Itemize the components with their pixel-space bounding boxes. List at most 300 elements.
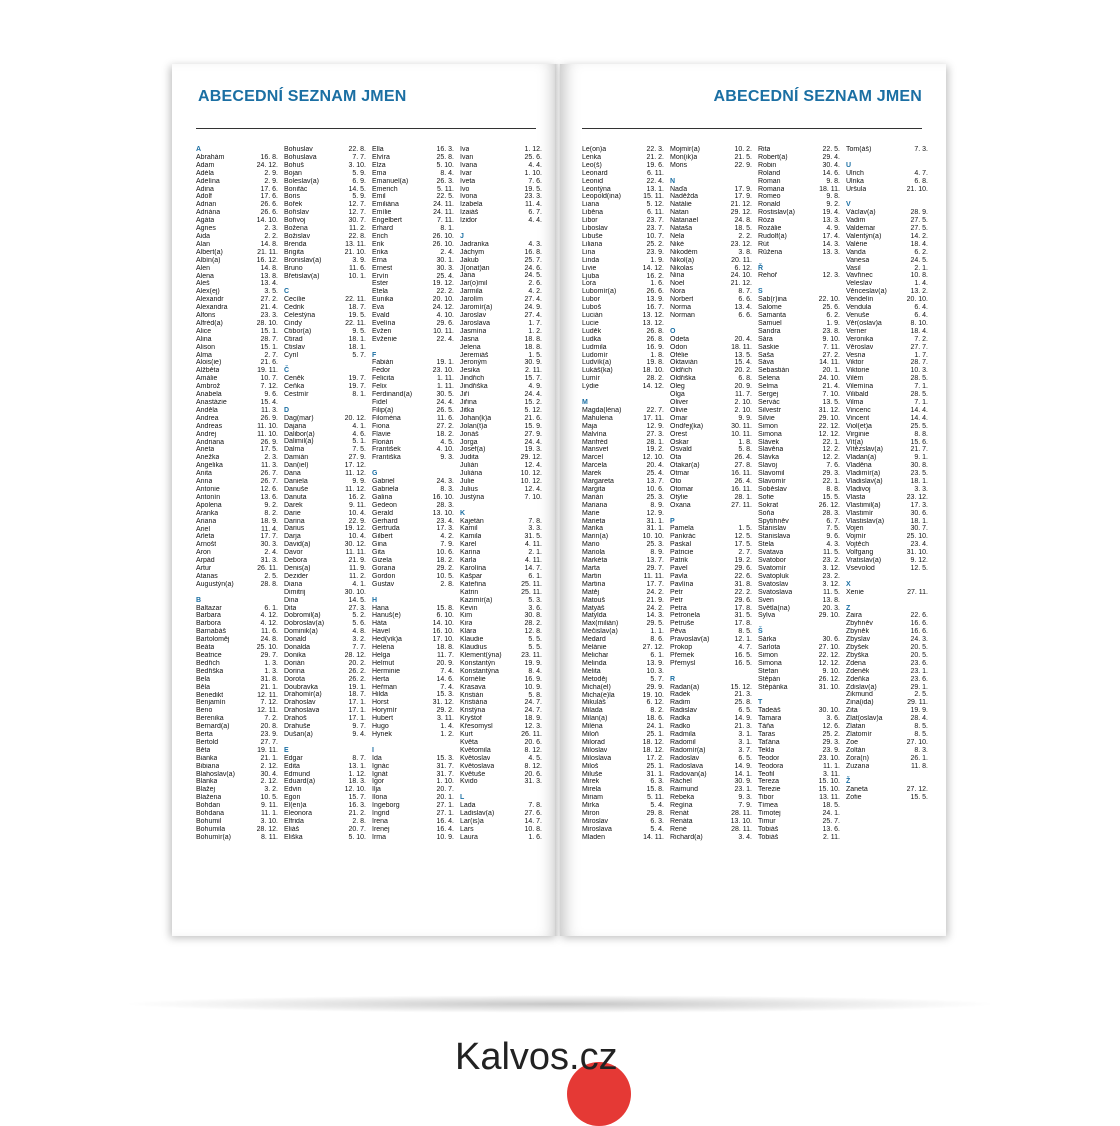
name-day-date: 4. 7. <box>914 169 928 177</box>
name-entry <box>582 359 664 367</box>
name-entry <box>196 312 278 320</box>
name-text: Mikuláš <box>582 699 606 707</box>
name-entry <box>582 154 664 162</box>
name-day-date: 1. 8. <box>650 351 664 359</box>
name-text: Engelbert <box>372 217 402 225</box>
name-entry <box>372 628 454 636</box>
name-text: Cindy <box>284 319 302 327</box>
name-entry <box>758 525 840 533</box>
name-entry <box>284 446 366 454</box>
name-entry <box>460 731 542 739</box>
name-text: Mladen <box>582 833 605 841</box>
name-day-date: 23. 9. <box>822 746 840 754</box>
name-entry <box>670 162 752 170</box>
name-day-date: 31. 12. <box>432 699 454 707</box>
name-entry <box>196 644 278 652</box>
name-text: Osvald <box>670 446 692 454</box>
name-text: Erich <box>372 232 388 240</box>
name-day-date: 12. 10. <box>642 454 664 462</box>
name-day-date: 6. 9. <box>352 177 366 185</box>
name-text: Salome <box>758 304 782 312</box>
name-entry <box>284 597 366 605</box>
name-text: Zoltán <box>846 746 866 754</box>
name-day-date: 13. 3. <box>822 217 840 225</box>
name-day-date: 21. 6. <box>260 359 278 367</box>
name-text: Karla <box>460 557 477 565</box>
name-text: Mahulena <box>582 414 613 422</box>
name-text: Štefan <box>758 667 779 675</box>
name-entry <box>582 328 664 336</box>
name-entry <box>582 312 664 320</box>
name-entry <box>196 344 278 352</box>
name-text: Jelena <box>460 343 481 351</box>
name-day-date: 9. 3. <box>440 454 454 462</box>
name-day-date: 18. 1. <box>910 517 928 525</box>
name-text: Alen <box>196 264 211 272</box>
name-day-date: 27. 11. <box>907 588 928 596</box>
open-booklet <box>172 64 946 936</box>
name-entry <box>284 320 366 328</box>
name-day-date: 21. 1. <box>260 683 278 691</box>
name-day-date: 9. 8. <box>826 193 840 201</box>
name-day-date: 6. 2. <box>826 312 840 319</box>
name-day-date: 14. 10. <box>256 217 278 225</box>
name-entry <box>372 209 454 217</box>
name-day-date: 1. 7. <box>914 351 928 359</box>
name-day-date: 14. 3. <box>646 612 664 620</box>
name-day-date: 16. 7. <box>646 304 664 312</box>
name-text: Bohuš <box>284 161 304 169</box>
name-text: Vesna <box>846 351 866 359</box>
name-day-date: 14. 4. <box>910 406 928 414</box>
name-entry <box>196 375 278 383</box>
name-day-date: 8. 8. <box>826 485 840 493</box>
name-entry <box>758 589 840 597</box>
section-spacer <box>670 170 752 178</box>
name-day-date: 17. 4. <box>822 232 840 240</box>
name-text: Magda(léna) <box>582 406 622 414</box>
name-entry <box>758 344 840 352</box>
name-entry <box>196 328 278 336</box>
name-entry <box>372 336 454 344</box>
name-text: Orest <box>670 430 688 438</box>
name-day-date: 27. 9. <box>348 454 366 462</box>
name-day-date: 17. 7. <box>646 580 664 588</box>
name-day-date: 28. 10. <box>256 319 278 327</box>
name-text: Fiona <box>372 422 390 430</box>
name-day-date: 1. 5. <box>738 525 752 533</box>
name-text: Silvie <box>758 414 775 422</box>
name-text: Emílie <box>372 209 392 217</box>
name-entry <box>460 399 542 407</box>
name-entry <box>670 193 752 201</box>
name-text: Edita <box>284 762 300 770</box>
name-day-date: 6. 2. <box>914 248 928 256</box>
name-text: Alison <box>196 343 216 351</box>
name-entry <box>758 802 840 810</box>
name-column <box>372 146 454 842</box>
name-day-date: 7. 8. <box>528 802 542 810</box>
name-entry <box>460 565 542 573</box>
name-text: Gedeon <box>372 501 397 509</box>
name-entry <box>670 478 752 486</box>
name-entry <box>196 296 278 304</box>
name-entry <box>196 201 278 209</box>
name-entry <box>582 193 664 201</box>
name-day-date: 27. 2. <box>436 422 454 430</box>
name-day-date: 21. 10. <box>906 185 928 193</box>
name-entry <box>758 786 840 794</box>
name-text: Vítězslav(a) <box>846 446 883 454</box>
name-entry <box>846 399 928 407</box>
name-entry <box>846 684 928 692</box>
name-day-date: 24. 6. <box>524 264 542 272</box>
name-day-date: 13. 7. <box>646 557 664 565</box>
name-entry <box>670 439 752 447</box>
name-text: Květomila <box>460 746 491 754</box>
name-text: Matěj <box>582 588 600 596</box>
name-text: Vratislav(a) <box>846 557 882 565</box>
name-text: Romeo <box>758 193 781 201</box>
name-entry <box>460 375 542 383</box>
name-text: Žofie <box>846 794 862 802</box>
name-day-date: 3. 8. <box>738 248 752 256</box>
name-text: Marika <box>582 525 604 533</box>
name-text: Matylda <box>582 612 607 620</box>
name-entry <box>196 826 278 834</box>
name-entry <box>758 249 840 257</box>
section-letter: Ž <box>846 778 851 786</box>
name-entry <box>460 359 542 367</box>
name-entry <box>372 446 454 454</box>
name-day-date: 24. 10. <box>730 272 752 280</box>
name-entry <box>460 415 542 423</box>
name-entry <box>284 755 366 763</box>
name-entry <box>284 415 366 423</box>
name-day-date: 4. 8. <box>352 628 366 636</box>
name-entry <box>284 628 366 636</box>
name-entry <box>582 280 664 288</box>
name-text: Cedrik <box>284 304 305 312</box>
name-text: Stanislava <box>758 533 791 541</box>
name-text: Melita <box>582 667 601 675</box>
name-text: Adam <box>196 161 215 169</box>
name-day-date: 30. 6. <box>910 509 928 517</box>
name-text: Ella <box>372 146 384 153</box>
name-day-date: 22. 12. <box>818 651 840 659</box>
name-day-date: 3. 3. <box>528 525 542 533</box>
name-entry <box>670 565 752 573</box>
name-day-date: 25. 6. <box>524 153 542 161</box>
name-day-date: 10. 7. <box>260 375 278 383</box>
name-entry <box>196 320 278 328</box>
name-day-date: 25. 10. <box>256 644 278 652</box>
name-text: Bibiana <box>196 762 220 770</box>
name-day-date: 11. 11. <box>643 572 664 580</box>
name-day-date: 26. 12. <box>818 675 840 683</box>
name-day-date: 1. 12. <box>348 770 366 778</box>
name-day-date: 1. 12. <box>524 146 542 153</box>
name-text: Ctirad <box>284 335 303 343</box>
name-text: Květoslav <box>460 754 491 762</box>
name-day-date: 20. 1. <box>822 367 840 375</box>
name-day-date: 2. 8. <box>352 817 366 825</box>
section-spacer <box>758 257 840 265</box>
name-text: Ema <box>372 169 387 177</box>
name-entry <box>582 201 664 209</box>
section-spacer <box>670 668 752 676</box>
name-entry <box>846 257 928 265</box>
name-day-date: 11. 12. <box>345 485 366 493</box>
name-text: Vladimír(a) <box>846 470 881 478</box>
section-letter: M <box>582 398 588 406</box>
name-day-date: 23. 10. <box>432 367 454 375</box>
name-entry <box>582 755 664 763</box>
name-text: Simon <box>758 422 778 430</box>
name-text: Helena <box>372 644 395 652</box>
name-entry <box>758 510 840 518</box>
name-text: Květa <box>460 738 478 746</box>
name-entry <box>372 518 454 526</box>
name-text: Mirela <box>582 786 602 794</box>
name-text: Klaudie <box>460 636 484 644</box>
name-entry <box>846 359 928 367</box>
name-text: Maja <box>582 422 598 430</box>
name-day-date: 23. 5. <box>910 470 928 478</box>
name-day-date: 22. 5. <box>436 193 454 201</box>
name-day-date: 20. 2. <box>348 659 366 667</box>
name-day-date: 7. 12. <box>260 383 278 391</box>
name-text: Zlatomír <box>846 731 872 738</box>
name-text: Milorad <box>582 738 605 746</box>
name-text: Celestýna <box>284 312 316 320</box>
name-text: Felicita <box>372 375 395 383</box>
name-day-date: 28. 12. <box>256 825 278 833</box>
name-day-date: 8. 5. <box>738 628 752 636</box>
name-text: Rostislav(a) <box>758 209 795 217</box>
name-day-date: 19. 5. <box>348 312 366 320</box>
name-text: Ingeborg <box>372 802 400 810</box>
name-text: Radislav <box>670 707 697 715</box>
name-entry <box>460 478 542 486</box>
name-text: Andreas <box>196 422 223 430</box>
name-entry <box>758 407 840 415</box>
name-entry <box>670 525 752 533</box>
name-text: Aneta <box>196 446 215 454</box>
name-text: Olga <box>670 391 685 399</box>
name-text: Timur <box>758 817 776 825</box>
name-day-date: 23. 4. <box>436 517 454 525</box>
name-entry <box>670 786 752 794</box>
name-text: Pamela <box>670 525 694 533</box>
section-spacer <box>846 154 928 162</box>
name-entry <box>460 154 542 162</box>
name-day-date: 12. 6. <box>260 485 278 493</box>
name-day-date: 5. 4. <box>650 825 664 833</box>
name-columns-left <box>196 146 542 842</box>
name-day-date: 15. 11. <box>643 193 664 201</box>
name-day-date: 9. 2. <box>264 501 278 509</box>
name-day-date: 19. 10. <box>642 691 664 699</box>
name-text: Arnošt <box>196 541 217 549</box>
name-day-date: 31. 5. <box>734 612 752 620</box>
name-day-date: 8. 9. <box>650 501 664 509</box>
name-day-date: 18. 2. <box>436 557 454 565</box>
name-day-date: 15. 5. <box>822 493 840 501</box>
name-day-date: 6. 5. <box>738 707 752 715</box>
name-text: Galina <box>372 493 393 501</box>
name-entry <box>582 636 664 644</box>
name-day-date: 2. 4. <box>440 248 454 256</box>
name-day-date: 17. 6. <box>260 185 278 193</box>
name-text: Petra <box>670 604 687 612</box>
name-text: Anabela <box>196 391 222 399</box>
name-text: Dajana <box>284 422 307 430</box>
name-entry <box>460 778 542 786</box>
name-entry <box>196 280 278 288</box>
name-entry <box>846 328 928 336</box>
name-text: Oldřich <box>670 367 693 375</box>
name-day-date: 15. 9. <box>524 422 542 430</box>
name-day-date: 5. 7. <box>650 675 664 683</box>
name-day-date: 12. 5. <box>910 565 928 572</box>
name-day-date: 26. 7. <box>260 478 278 486</box>
name-text: Dorota <box>284 675 306 683</box>
name-entry <box>460 802 542 810</box>
name-day-date: 10. 12. <box>520 478 542 486</box>
name-day-date: 21. 4. <box>822 383 840 391</box>
section-spacer <box>372 739 454 747</box>
name-text: Stanislav <box>758 525 787 533</box>
name-text: Selena <box>758 375 780 383</box>
section-letter: E <box>284 746 289 754</box>
name-entry <box>758 597 840 605</box>
section-letter: J <box>460 232 464 240</box>
name-day-date: 6. 10. <box>436 612 454 620</box>
name-day-date: 27. 11. <box>731 501 752 509</box>
name-day-date: 16. 8. <box>260 153 278 161</box>
name-day-date: 14. 3. <box>822 240 840 248</box>
name-day-date: 8. 11. <box>261 833 278 841</box>
name-text: Ida <box>372 754 382 762</box>
name-entry <box>284 462 366 470</box>
name-entry <box>196 423 278 431</box>
name-entry <box>582 265 664 273</box>
name-entry <box>582 684 664 692</box>
name-text: Sokrat <box>758 501 779 509</box>
name-day-date: 5. 11. <box>647 794 664 802</box>
name-text: Saša <box>758 351 774 359</box>
name-text: Rebeka <box>670 794 695 802</box>
name-entry <box>284 557 366 565</box>
name-entry <box>758 170 840 178</box>
name-text: Klaudius <box>460 644 487 652</box>
name-text: Svatomír <box>758 565 787 572</box>
name-day-date: 5. 6. <box>352 620 366 628</box>
name-day-date: 17. 1. <box>348 715 366 723</box>
name-text: Křesomysl <box>460 723 493 731</box>
name-day-date: 13. 12. <box>642 319 664 327</box>
name-text: Alfons <box>196 312 216 320</box>
name-day-date: 3. 12. <box>822 580 840 588</box>
name-text: Nina <box>670 272 685 280</box>
name-text: Roland <box>758 169 781 177</box>
name-entry <box>460 439 542 447</box>
name-entry <box>758 794 840 802</box>
name-entry <box>670 304 752 312</box>
name-day-date: 6. 8. <box>738 375 752 383</box>
name-entry <box>372 691 454 699</box>
name-entry <box>846 296 928 304</box>
name-day-date: 23. 3. <box>260 312 278 320</box>
name-day-date: 10. 5. <box>260 794 278 802</box>
name-day-date: 13. 2. <box>910 288 928 296</box>
name-entry <box>284 273 366 281</box>
name-text: Drahuše <box>284 723 311 731</box>
name-day-date: 31. 8. <box>734 580 752 588</box>
name-text: Erika <box>372 248 388 256</box>
name-day-date: 14. 11. <box>819 359 840 367</box>
name-entry <box>372 771 454 779</box>
name-text: Bohuslav <box>284 146 313 153</box>
name-day-date: 20. 11. <box>731 256 752 264</box>
name-entry <box>846 336 928 344</box>
name-text: Gertruda <box>372 525 400 533</box>
name-text: Niké <box>670 240 685 248</box>
name-entry <box>670 620 752 628</box>
name-day-date: 19. 5. <box>524 185 542 193</box>
name-text: Radek <box>670 691 691 699</box>
name-day-date: 21. 9. <box>646 596 664 604</box>
name-entry <box>582 170 664 178</box>
name-text: Livie <box>582 264 597 272</box>
name-text: Alena <box>196 272 214 280</box>
name-day-date: 21. 4. <box>260 304 278 312</box>
name-day-date: 13. 11. <box>345 240 366 248</box>
name-text: Havel <box>372 628 390 636</box>
name-day-date: 27. 10. <box>818 644 840 652</box>
name-text: Veleslav <box>846 280 873 288</box>
name-text: Božislav <box>284 232 311 240</box>
name-day-date: 16. 10. <box>432 493 454 501</box>
name-text: Oto <box>670 478 682 486</box>
name-text: Dušan(a) <box>284 731 313 739</box>
name-entry <box>284 178 366 186</box>
name-text: Ferdinand(a) <box>372 391 413 399</box>
name-text: Šárka <box>758 636 777 644</box>
name-day-date: 2. 7. <box>264 351 278 359</box>
name-text: Donika <box>284 651 306 659</box>
name-text: Liběna <box>582 209 604 217</box>
section-letter: O <box>670 327 676 335</box>
name-entry <box>758 359 840 367</box>
name-day-date: 30. 4. <box>822 161 840 169</box>
name-day-date: 24. 3. <box>436 478 454 486</box>
name-text: Dezider <box>284 572 309 580</box>
name-entry <box>670 312 752 320</box>
name-text: Dorián <box>284 659 305 667</box>
name-day-date: 2. 11. <box>525 367 542 375</box>
name-entry <box>846 454 928 462</box>
name-day-date: 3. 11. <box>823 770 840 778</box>
name-text: Mojmír(a) <box>670 146 700 153</box>
name-text: Břetislav(a) <box>284 272 320 280</box>
name-day-date: 10. 10. <box>642 533 664 541</box>
name-entry <box>758 747 840 755</box>
name-entry <box>284 573 366 581</box>
name-day-date: 6. 11. <box>647 209 664 217</box>
name-entry <box>196 526 278 534</box>
